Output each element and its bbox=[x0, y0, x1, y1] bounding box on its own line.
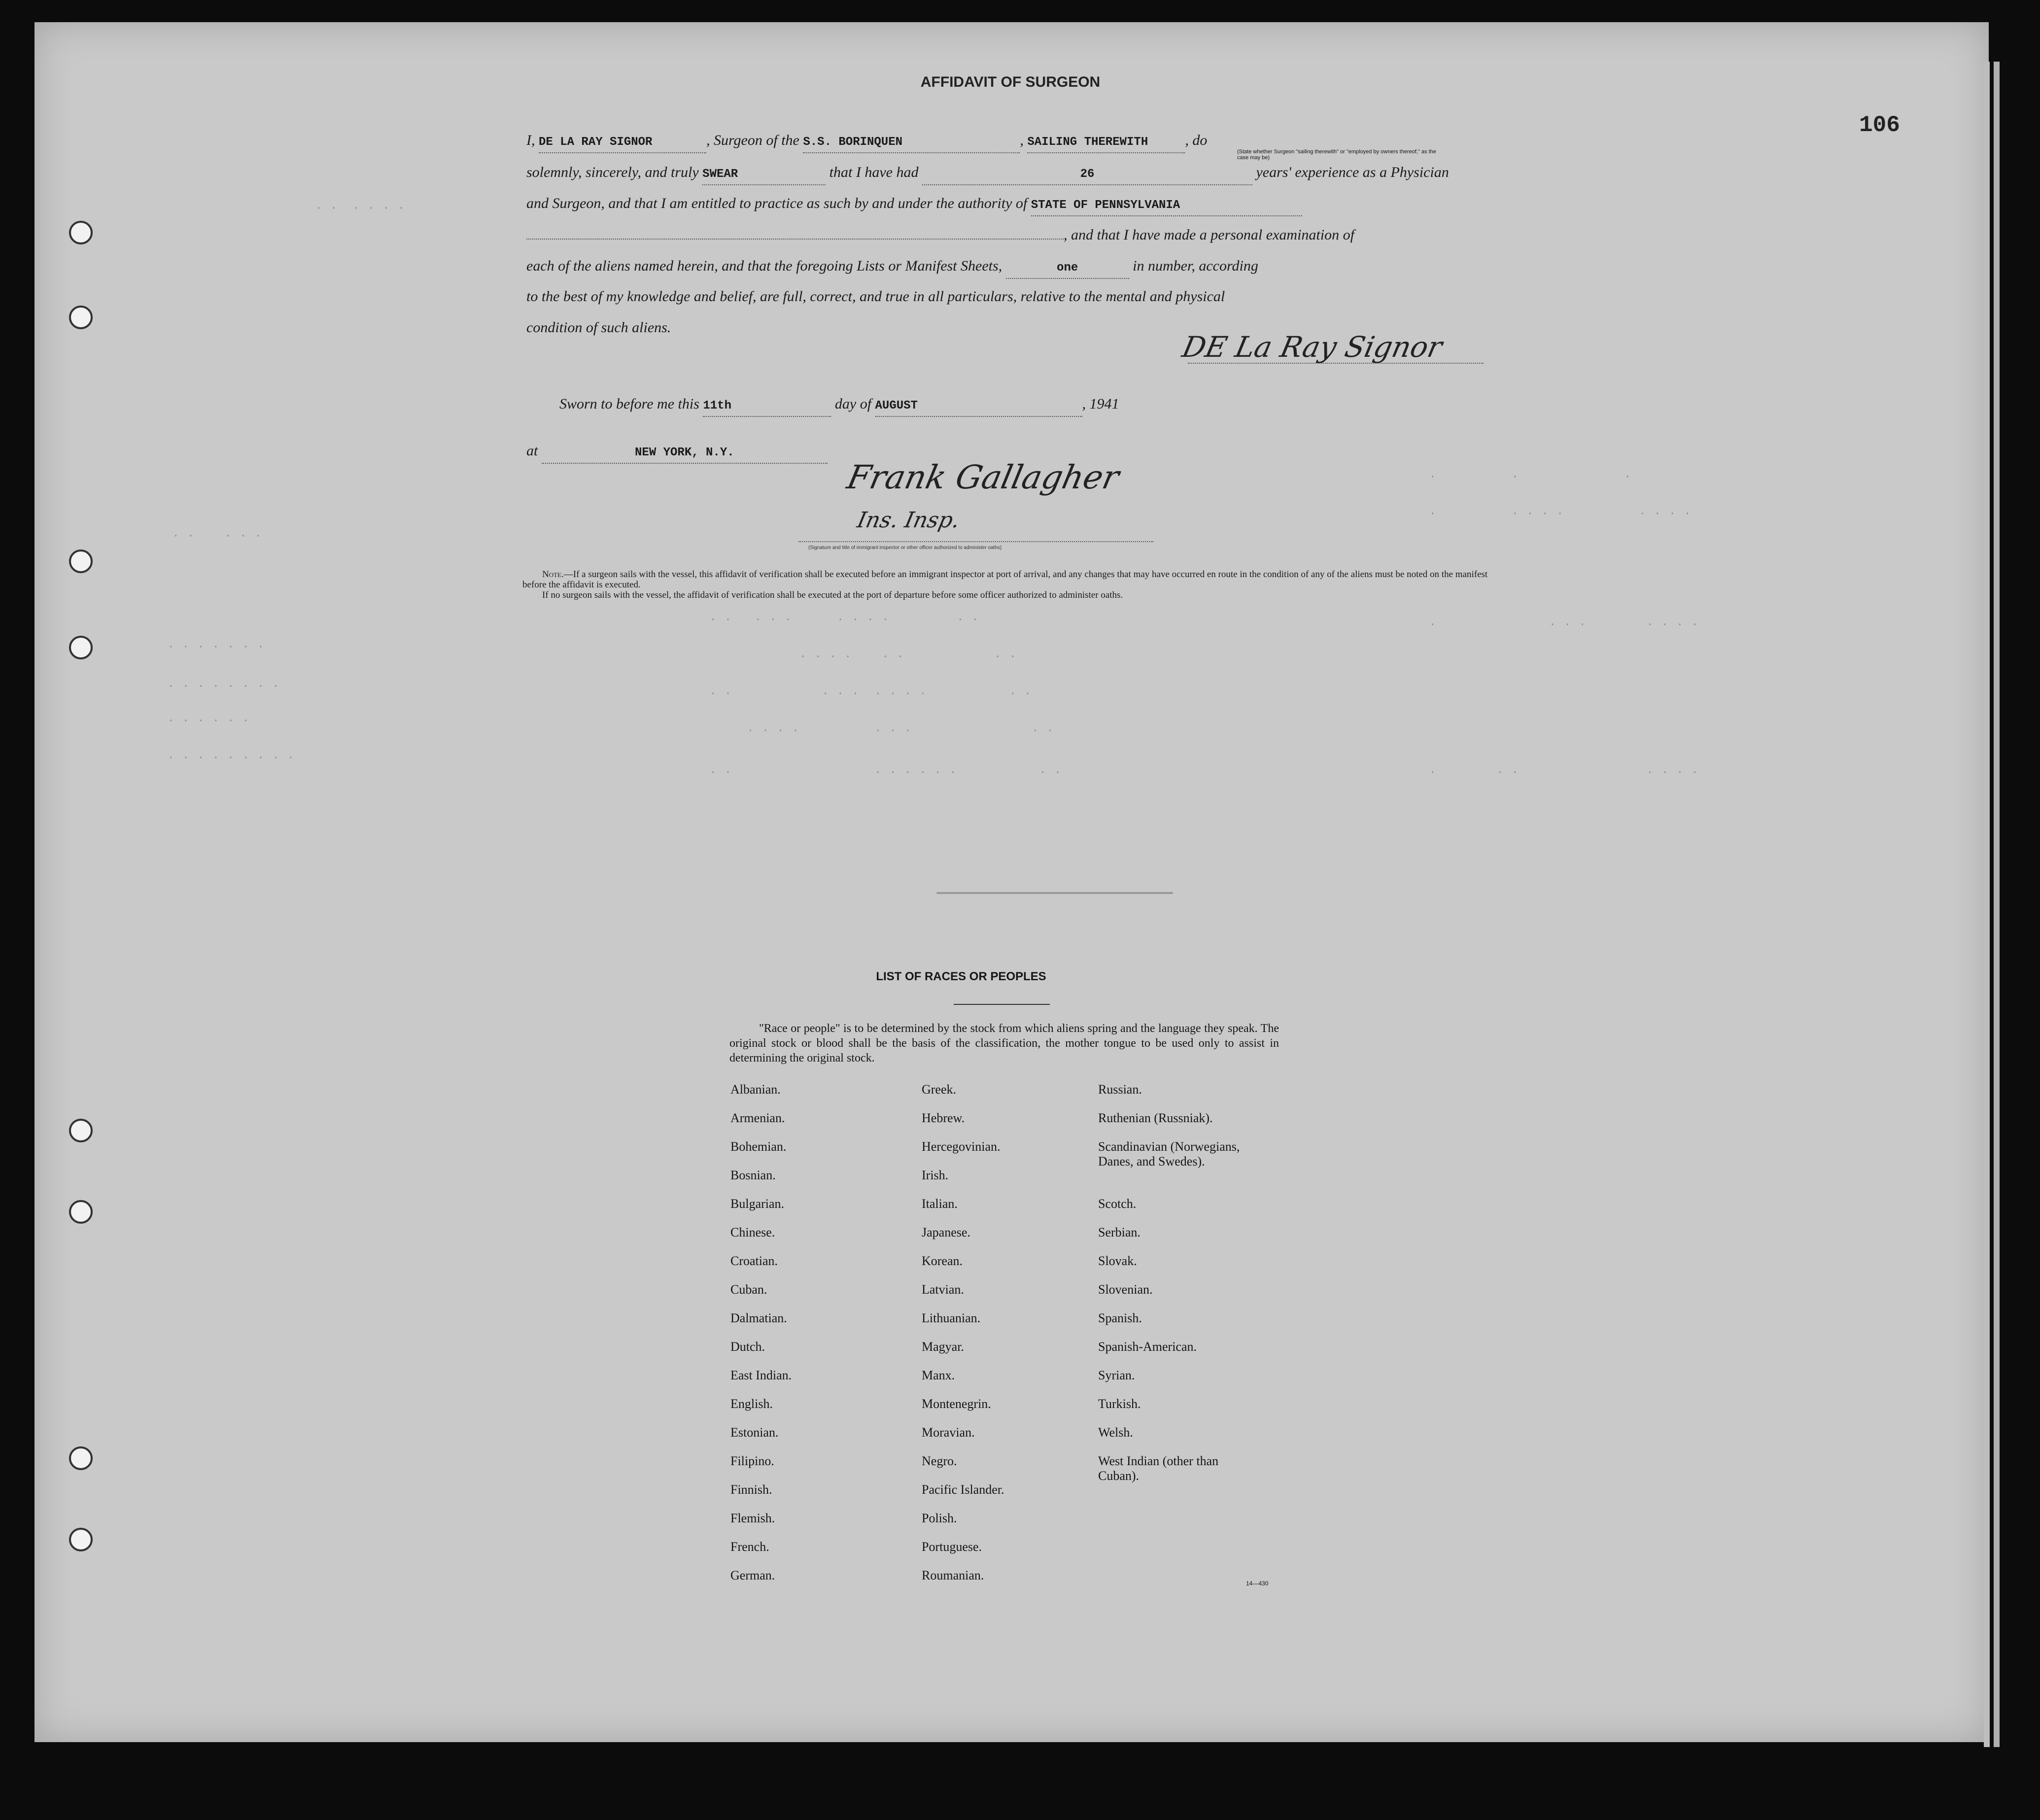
race-item: Greek. bbox=[922, 1082, 957, 1097]
page-number: 106 bbox=[1859, 112, 1900, 138]
race-item: Syrian. bbox=[1098, 1368, 1135, 1382]
surgeon-note bbox=[522, 569, 1488, 600]
race-item: Portuguese. bbox=[922, 1540, 982, 1554]
line-text: solemnly, sincerely, and truly bbox=[526, 164, 699, 180]
bleed-through-mark: · · · · · · bbox=[168, 715, 250, 727]
race-item: Pacific Islander. bbox=[922, 1482, 1004, 1497]
authority-field: STATE OF PENNSYLVANIA bbox=[1031, 196, 1302, 216]
note-paragraph bbox=[522, 569, 1488, 590]
race-item: East Indian. bbox=[730, 1368, 792, 1382]
line-text: , do bbox=[1185, 132, 1208, 148]
race-item: Japanese. bbox=[922, 1225, 970, 1239]
sworn-line bbox=[559, 394, 1516, 417]
race-item: Negro. bbox=[922, 1454, 957, 1468]
race-item: Hercegovinian. bbox=[922, 1139, 1001, 1154]
sailing-status-note: (State whether Surgeon "sailing therewith" or "employed by owners thereof," as the case may be) bbox=[1237, 149, 1436, 161]
form-code: 14—430 bbox=[1246, 1580, 1269, 1587]
place-field: NEW YORK, N.Y. bbox=[542, 443, 828, 464]
bleed-through-mark: · · · · · · · · · bbox=[710, 724, 1055, 737]
officer-title-signature: Ins. Insp. bbox=[855, 508, 963, 533]
oath-type-field: SWEAR bbox=[702, 165, 826, 185]
race-item: Irish. bbox=[922, 1168, 949, 1182]
race-item: Dalmatian. bbox=[730, 1311, 787, 1325]
race-item: Magyar. bbox=[922, 1339, 964, 1354]
race-item: Russian. bbox=[1098, 1082, 1142, 1097]
line-text: , Surgeon of the bbox=[706, 132, 799, 148]
line-text: each of the aliens named herein, and that the foregoing Lists or Manifest Sheets, bbox=[526, 258, 1003, 274]
punch-hole bbox=[69, 636, 93, 659]
punch-hole bbox=[69, 1528, 93, 1551]
affidavit-line-4 bbox=[526, 225, 1483, 245]
race-item: Montenegrin. bbox=[922, 1397, 991, 1411]
line-text: I, bbox=[526, 132, 535, 148]
sworn-year: , 1941 bbox=[1082, 396, 1119, 412]
note-text: —If a surgeon sails with the vessel, this affidavit of verification shall be executed before an immigrant inspector at port of arrival, and any changes that may have occurred en route in the condition of any of the aliens must be noted on the manifest before the affidavit is executed. bbox=[522, 569, 1488, 590]
line-text: in number, according bbox=[1133, 258, 1258, 274]
note-lead: Note. bbox=[542, 569, 564, 580]
bleed-through-mark: · · · · · · · · · bbox=[168, 752, 295, 764]
bleed-through-mark: · · · · · · · · · · bbox=[710, 766, 1062, 779]
race-item: Slovenian. bbox=[1098, 1282, 1153, 1297]
punch-hole bbox=[69, 549, 93, 573]
surgeon-name-field: DE LA RAY SIGNOR bbox=[539, 133, 706, 153]
sworn-day-field: 11th bbox=[703, 396, 831, 417]
line-text: Sworn to before me this bbox=[559, 396, 699, 412]
race-item: West Indian (other than Cuban). bbox=[1098, 1454, 1219, 1483]
line-text: , bbox=[1020, 132, 1024, 148]
race-item: Slovak. bbox=[1098, 1254, 1137, 1268]
bleed-through-mark: · · · · · · · bbox=[1429, 766, 1699, 779]
bleed-through-mark: · · · bbox=[1429, 471, 1632, 483]
line-text: and Surgeon, and that I am entitled to practice as such by and under the authority of bbox=[526, 195, 1028, 211]
page-edge bbox=[1984, 62, 1990, 1747]
officer-caption: (Signature and title of immigrant inspector or other officer authorized to administer oaths) bbox=[808, 545, 1002, 550]
officer-signature: Frank Gallagher bbox=[843, 458, 1123, 496]
affidavit-line-2 bbox=[526, 163, 1483, 185]
race-item: Cuban. bbox=[730, 1282, 767, 1297]
races-column-2 bbox=[922, 1082, 1004, 1597]
punch-hole bbox=[69, 1119, 93, 1142]
race-item: English. bbox=[730, 1397, 773, 1411]
sworn-month-field: AUGUST bbox=[875, 396, 1082, 417]
race-item: French. bbox=[730, 1540, 769, 1554]
race-item: Italian. bbox=[922, 1197, 958, 1211]
race-item: Hebrew. bbox=[922, 1111, 965, 1125]
bleed-through-mark: · · · · · · · · · · · bbox=[710, 614, 980, 626]
document-page bbox=[35, 22, 1989, 1742]
races-column-3 bbox=[1098, 1082, 1240, 1511]
bleed-through-mark: · · · · · · bbox=[315, 202, 406, 214]
bleed-through-mark: · · · · · · · · bbox=[710, 651, 1017, 663]
race-item: Albanian. bbox=[730, 1082, 781, 1097]
page-edge bbox=[1994, 62, 2000, 1747]
race-item: Spanish-American. bbox=[1098, 1339, 1197, 1354]
race-item: Moravian. bbox=[922, 1425, 975, 1440]
race-item: Chinese. bbox=[730, 1225, 775, 1239]
race-item: Bulgarian. bbox=[730, 1197, 785, 1211]
surgeon-signature: DE La Ray Signor bbox=[1179, 330, 1446, 364]
line-text: years' experience as a Physician bbox=[1256, 164, 1449, 180]
punch-hole bbox=[69, 1200, 93, 1224]
signature-line bbox=[798, 541, 1153, 542]
affidavit-line-3 bbox=[526, 194, 1483, 216]
races-intro: "Race or people" is to be determined by the stock from which aliens spring and the language they speak. The original stock or blood shall be the basis of the classification, the mother tongue to be used only to assist in determining the original stock. bbox=[729, 1022, 1279, 1065]
race-item: Finnish. bbox=[730, 1482, 772, 1497]
punch-hole bbox=[69, 1446, 93, 1470]
race-item: Ruthenian (Russniak). bbox=[1098, 1111, 1213, 1125]
line-text: at bbox=[526, 443, 538, 459]
races-column-1 bbox=[730, 1082, 792, 1597]
authority-continuation-field bbox=[526, 239, 1064, 240]
race-item: Serbian. bbox=[1098, 1225, 1141, 1239]
race-item: German. bbox=[730, 1568, 775, 1582]
sailing-status-field: SAILING THEREWITH bbox=[1027, 133, 1185, 153]
bleed-through-mark: · · · · · · · · bbox=[1429, 618, 1699, 631]
race-item: Estonian. bbox=[730, 1425, 779, 1440]
affidavit-line-6: to the best of my knowledge and belief, are full, correct, and true in all particulars, relative to the mental and physical bbox=[526, 288, 1225, 305]
line-text: day of bbox=[834, 396, 872, 412]
punch-hole bbox=[69, 306, 93, 329]
race-item: Welsh. bbox=[1098, 1425, 1133, 1440]
bleed-through-mark: · · · · · · · bbox=[168, 641, 265, 653]
punch-hole bbox=[69, 221, 93, 244]
race-item: Scandinavian (Norwegians, Danes, and Swedes). bbox=[1098, 1139, 1240, 1168]
note-paragraph: If no surgeon sails with the vessel, the affidavit of verification shall be executed at the port of departure before some officer authorized to administer oaths. bbox=[542, 590, 1123, 600]
affidavit-line-5 bbox=[526, 256, 1483, 279]
vessel-name-field: S.S. BORINQUEN bbox=[803, 133, 1020, 153]
race-item: Dutch. bbox=[730, 1339, 765, 1354]
race-item: Korean. bbox=[922, 1254, 963, 1268]
race-item: Polish. bbox=[922, 1511, 957, 1525]
race-item: Roumanian. bbox=[922, 1568, 984, 1582]
race-item: Bosnian. bbox=[730, 1168, 776, 1182]
years-experience-field: 26 bbox=[922, 165, 1252, 185]
race-item: Armenian. bbox=[730, 1111, 785, 1125]
smudge-mark bbox=[936, 892, 1173, 894]
race-item: Filipino. bbox=[730, 1454, 774, 1468]
affidavit-line-7: condition of such aliens. bbox=[526, 319, 671, 336]
race-item: Turkish. bbox=[1098, 1397, 1141, 1411]
bleed-through-mark: · · · · · · · · · · · bbox=[710, 687, 1032, 700]
race-item: Scotch. bbox=[1098, 1197, 1137, 1211]
race-item: Manx. bbox=[922, 1368, 955, 1382]
races-title: LIST OF RACES OR PEOPLES bbox=[876, 970, 1046, 983]
race-item: Flemish. bbox=[730, 1511, 775, 1525]
line-text: , and that I have made a personal examination of bbox=[1064, 227, 1354, 243]
affidavit-title: AFFIDAVIT OF SURGEON bbox=[920, 74, 1101, 90]
bleed-through-mark: · · · · · · · · · bbox=[1429, 508, 1692, 520]
race-item: Spanish. bbox=[1098, 1311, 1142, 1325]
race-item: Bohemian. bbox=[730, 1139, 787, 1154]
signature-line bbox=[1188, 363, 1484, 364]
sheet-count-field: one bbox=[1006, 258, 1129, 279]
line-text: that I have had bbox=[829, 164, 919, 180]
race-item: Lithuanian. bbox=[922, 1311, 981, 1325]
race-item: Latvian. bbox=[922, 1282, 964, 1297]
race-item: Croatian. bbox=[730, 1254, 778, 1268]
bleed-through-mark: · · · · · · · · bbox=[168, 680, 280, 692]
title-rule bbox=[954, 1004, 1050, 1005]
bleed-through-mark: · · · · · bbox=[173, 530, 263, 542]
